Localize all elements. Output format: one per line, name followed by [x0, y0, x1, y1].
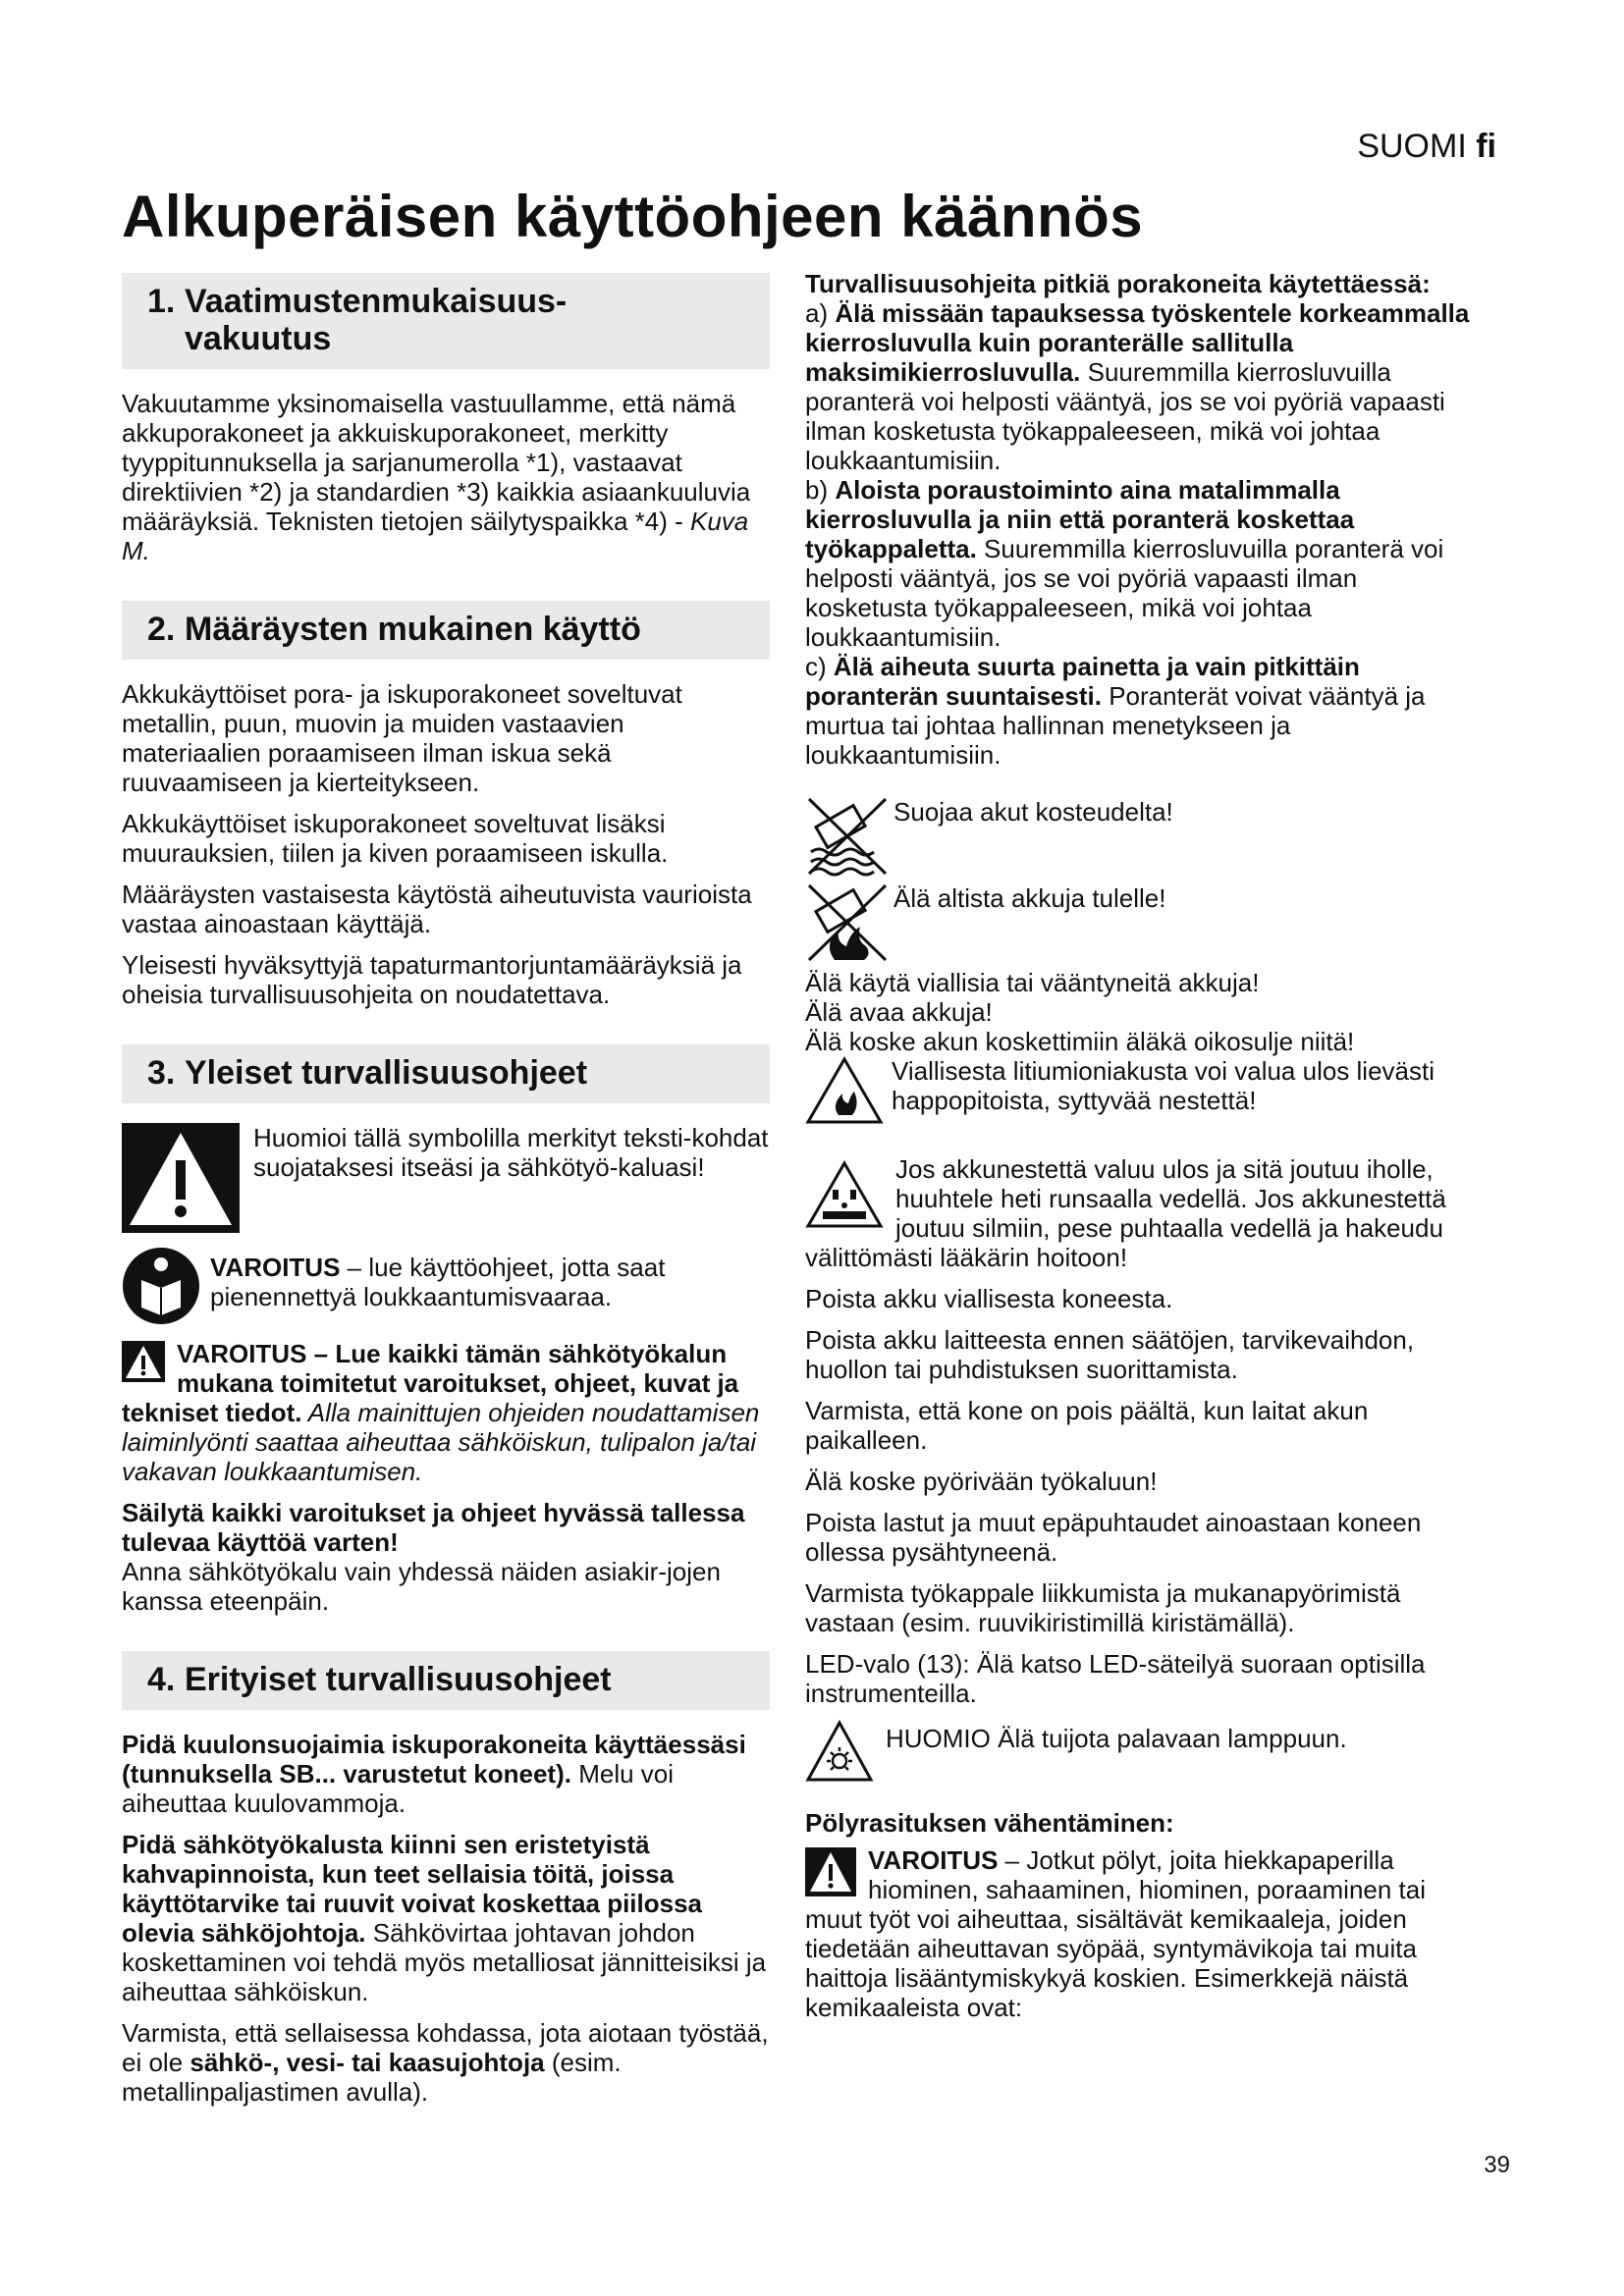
- section-1-number: 1.: [147, 283, 176, 320]
- symbol-note-row: [122, 1123, 770, 1233]
- symbol-note-text: Huomioi tällä symbolilla merkityt teksti-kohdat suojataksesi itseäsi ja sähkötyö-kaluasi!: [253, 1123, 769, 1182]
- moisture-row: [805, 795, 1483, 878]
- dust-warning-icon: [805, 1847, 856, 1896]
- dust-title: Pölyrasituksen vähentäminen:: [805, 1808, 1174, 1838]
- special-p1: [122, 1730, 770, 1818]
- keep-instructions-text: Anna sähkötyökalu vain yhdessä näiden asiakir-jojen kanssa eteenpäin.: [122, 1557, 721, 1616]
- section-1-title-line2: vakuutus: [185, 320, 332, 357]
- dust-warning-label: VAROITUS: [868, 1845, 999, 1875]
- lamp-row: [805, 1720, 1483, 1783]
- read-manual-text: [210, 1247, 770, 1311]
- long-bits-a: [805, 298, 1483, 475]
- intended-use-p4: Yleisesti hyväksyttyjä tapaturmantorjuntamääräyksiä ja oheisia turvallisuusohjeita on noudatettava.: [122, 950, 742, 1009]
- long-bits-b: [805, 475, 1483, 652]
- special-p3-bold: sähkö-, vesi- tai kaasujohtoja: [189, 2048, 545, 2077]
- special-p3-b: (esim. metallinpaljastimen avulla).: [122, 2048, 622, 2107]
- led-text: LED-valo (13): Älä katso LED-säteilyä suoraan optisilla instrumenteilla.: [805, 1649, 1426, 1708]
- b-bold: Aloista poraustoiminto aina matalimmalla kierrosluvulla ja niin että poranterä koskettaa työkappaletta.: [805, 475, 1355, 563]
- long-bits-c: [805, 652, 1483, 770]
- c-bold: Älä aiheuta suurta painetta ja vain pitkittäin poranterän suuntaisesti.: [805, 652, 1360, 711]
- section-2-title: Määräysten mukainen käyttö: [185, 611, 641, 648]
- section-1-title-line1: Vaatimustenmukaisuus-: [185, 283, 568, 320]
- secure-text: Varmista työkappale liikkumista ja mukanapyörimistä vastaan (esim. ruuvikiristimillä kiristämällä).: [805, 1578, 1401, 1637]
- no-fire-icon: [805, 881, 888, 964]
- page-number: 39: [1484, 2152, 1510, 2178]
- intended-use-p1: Akkukäyttöiset pora- ja iskuporakoneet soveltuvat metallin, puun, muovin ja muiden vastaavien materiaalien poraamiseen ilman iskua sekä ruuvaamiseen ja kierteitykseen.: [122, 679, 682, 797]
- b-prefix: b): [805, 475, 836, 505]
- section-4-title: Erityiset turvallisuusohjeet: [185, 1661, 612, 1698]
- lamp-warning-icon: [805, 1720, 874, 1783]
- leak-paragraph: [805, 1154, 1483, 1272]
- declaration-text: [122, 389, 770, 565]
- page-title: Alkuperäisen käyttöohjeen käännös: [122, 184, 1144, 249]
- long-bits-title: Turvallisuusohjeita pitkiä porakoneita käytettäessä:: [805, 269, 1431, 298]
- read-manual-label: VAROITUS: [210, 1253, 341, 1282]
- dust-paragraph: [805, 1845, 1483, 2022]
- language-code: fi: [1476, 128, 1496, 165]
- a-prefix: a): [805, 298, 836, 328]
- general-warning-italic: Alla mainittujen ohjeiden noudattamisen laiminlyönti saattaa aiheuttaa sähköiskun, tulipalon ja/tai vakavan loukkaantumisen.: [122, 1398, 760, 1486]
- special-p1-bold: Pidä kuulonsuojaimia iskuporakoneita käyttäessäsi (tunnuksella SB... varustetut koneet).: [122, 1730, 746, 1789]
- fire-row: [805, 881, 1483, 964]
- flammable-warning-icon: [805, 1056, 884, 1125]
- dust-text: – Jotkut pölyt, joita hiekkapaperilla hiominen, sahaaminen, hiominen, poraaminen tai muut työt voi aiheuttaa, sisältävät kemikaaleja, joiden tiedetään aiheuttavan syöpää, syntymävikoja tai muita haittoja lisääntymiskykyä koskien. Esimerkkejä näistä kemikaaleista ovat:: [805, 1845, 1427, 2022]
- special-p2: [122, 1830, 770, 2006]
- figure-ref: Kuva M.: [122, 507, 749, 565]
- lamp-text: HUOMIO Älä tuijota palavaan lamppuun.: [886, 1724, 1347, 1753]
- c-prefix: c): [805, 652, 834, 681]
- chips-text: Poista lastut ja muut epäpuhtaudet ainoastaan koneen ollessa pysähtyneenä.: [805, 1508, 1422, 1567]
- section-3-title: Yleiset turvallisuusohjeet: [185, 1054, 588, 1092]
- section-4-number: 4.: [147, 1661, 176, 1698]
- small-warning-icon: [122, 1341, 165, 1382]
- flammable-row: [805, 1056, 1483, 1125]
- general-warning-bold: VAROITUS – Lue kaikki tämän sähkötyökalun mukana toimitetut varoitukset, ohjeet, kuvat ja tekniset tiedot.: [122, 1339, 739, 1427]
- leak-text: Jos akkunestettä valuu ulos ja sitä joutuu iholle, huuhtele heti runsaalla vedellä. Jos akkunestettä joutuu silmiin, pese puhtaalla vedellä ja hakeudu välittömästi lääkärin hoitoon!: [805, 1154, 1446, 1272]
- keep-instructions-bold: Säilytä kaikki varoitukset ja ohjeet hyvässä tallessa tulevaa käyttöä varten!: [122, 1498, 745, 1557]
- left-column: [122, 273, 770, 2118]
- remove-damaged-text: Poista akku viallisesta koneesta.: [805, 1284, 1173, 1313]
- language-label: [1357, 128, 1496, 166]
- corrosive-warning-icon: [805, 1160, 884, 1229]
- special-p3-a: Varmista, että sellaisessa kohdassa, jota aiotaan työstää, ei ole: [122, 2018, 769, 2077]
- special-p1-text: Melu voi aiheuttaa kuulovammoja.: [122, 1759, 675, 1818]
- no-moisture-icon: [805, 795, 888, 878]
- special-p3: [122, 2018, 770, 2107]
- contacts-text: Älä koske akun koskettimiin äläkä oikosulje niitä!: [805, 1027, 1355, 1056]
- warning-triangle-icon: [122, 1123, 240, 1233]
- general-warning: [122, 1339, 770, 1486]
- section-3-number: 3.: [147, 1054, 176, 1092]
- intended-use-p3: Määräysten vastaisesta käytöstä aiheutuvista vaurioista vastaa ainoastaan käyttäjä.: [122, 880, 752, 938]
- language-name: SUOMI: [1357, 128, 1467, 165]
- a-text: Suuremmilla kierrosluvuilla poranterä voi helposti vääntyä, jos se voi pyöriä vapaasti ilman kosketusta työkappaleeseen, mikä voi johtaa loukkaantumisiin.: [805, 357, 1445, 475]
- battery-rules: [805, 968, 1483, 1056]
- keep-instructions: [122, 1498, 770, 1616]
- no-touch-text: Älä koske pyörivään työkaluun!: [805, 1467, 1158, 1496]
- special-p2-bold: Pidä sähkötyökalusta kiinni sen eristetyistä kahvapinnoista, kun teet sellaisia töitä, joissa käyttötarvike tai ruuvit voivat koskettaa piilossa olevia sähköjohtoja.: [122, 1830, 703, 1948]
- b-text: Suuremmilla kierrosluvuilla poranterä voi helposti vääntyä, jos se voi pyöriä vapaasti ilman kosketusta työkappaleeseen, mikä voi johtaa loukkaantumisiin.: [805, 534, 1444, 652]
- moisture-text: Suojaa akut kosteudelta!: [893, 797, 1173, 827]
- read-manual-row: [122, 1247, 770, 1325]
- special-p2-text: Sähkövirtaa johtavan johdon koskettaminen voi tehdä myös metalliosat jännitteisiksi ja aiheuttaa sähköiskun.: [122, 1918, 767, 2006]
- section-4-heading: [122, 1651, 770, 1710]
- right-column: [805, 269, 1483, 2034]
- section-3-heading: [122, 1044, 770, 1103]
- fire-text: Älä altista akkuja tulelle!: [893, 883, 1166, 913]
- section-2-heading: [122, 601, 770, 660]
- intended-use-p2: Akkukäyttöiset iskuporakoneet soveltuvat lisäksi muurauksien, tiilen ja kiven poraamiseen iskulla.: [122, 809, 669, 868]
- a-bold: Älä missään tapauksessa työskentele korkeammalla kierrosluvulla kuin poranterälle sallitulla maksimikierrosluvulla.: [805, 298, 1470, 387]
- read-manual-icon: [122, 1247, 200, 1325]
- open-text: Älä avaa akkuja!: [805, 997, 993, 1027]
- check-off-text: Varmista, että kone on pois päältä, kun laitat akun paikalleen.: [805, 1396, 1369, 1455]
- remove-before-text: Poista akku laitteesta ennen säätöjen, tarvikevaihdon, huollon tai puhdistuksen suorittamista.: [805, 1325, 1415, 1384]
- damaged-text: Älä käytä viallisia tai vääntyneitä akkuja!: [805, 968, 1260, 997]
- read-manual-desc: – lue käyttöohjeet, jotta saat pienennettyä loukkaantumisvaaraa.: [210, 1253, 666, 1311]
- section-2-number: 2.: [147, 611, 176, 648]
- section-1-heading: [122, 273, 770, 369]
- c-text: Poranterät voivat vääntyä ja murtua tai johtaa hallinnan menetykseen ja loukkaantumisiin.: [805, 681, 1426, 770]
- declaration-body: Vakuutamme yksinomaisella vastuullamme, että nämä akkuporakoneet ja akkuiskuporakoneet, merkitty tyyppitunnuksella ja sarjanumerolla *1), vastaavat direktiivien *2) ja standardien *3) kaikkia asiaankuuluvia määräyksiä. Teknisten tietojen säilytyspaikka *4) -: [122, 389, 751, 536]
- flammable-text: Viallisesta litiumioniakusta voi valua ulos lievästi happopitoista, syttyvää nestettä!: [892, 1056, 1435, 1115]
